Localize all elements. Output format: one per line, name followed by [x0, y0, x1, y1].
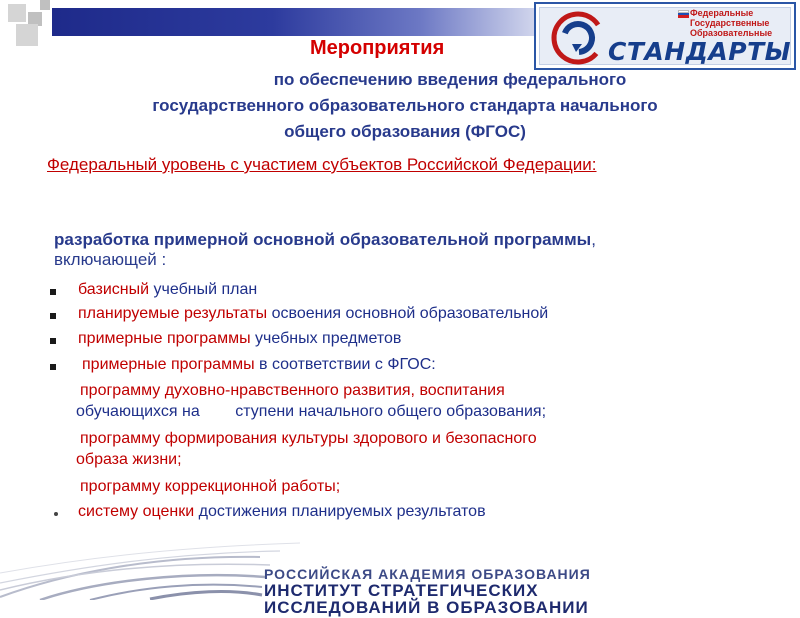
development-bold: разработка примерной основной образовательной программы: [54, 230, 592, 249]
flag-icon: [678, 10, 689, 18]
subitem-line: образа жизни;: [76, 451, 182, 468]
list-item: [78, 329, 401, 348]
subitem-line: обучающихся на ступени начального общего образования;: [76, 403, 547, 420]
page-subtitle: [60, 67, 750, 145]
page-title: Мероприятия: [310, 37, 445, 59]
item-text: достижения планируемых результатов: [194, 503, 486, 520]
item-text: учебный план: [149, 281, 258, 298]
banner-line: РОССИЙСКАЯ АКАДЕМИЯ ОБРАЗОВАНИЯ: [264, 566, 591, 582]
development-intro: [54, 230, 654, 270]
list-item: [78, 502, 486, 521]
list-item: [82, 355, 436, 374]
item-keyword: планируемые результаты: [78, 305, 268, 322]
item-keyword: примерные программы: [82, 356, 255, 373]
bullet-icon: [50, 313, 56, 319]
logo-ring-icon: [550, 8, 606, 68]
subtitle-line: общего образования (ФГОС): [284, 122, 526, 141]
subitem-line: программу коррекционной работы;: [80, 478, 341, 495]
logo-caption-line: Образовательные: [690, 28, 773, 38]
logo-wordmark: СТАНДАРТЫ: [608, 37, 792, 66]
development-rest: , включающей :: [54, 230, 596, 269]
logo-caption: [690, 8, 786, 38]
federal-level-heading: Федеральный уровень с участием субъектов Российской Федерации:: [47, 155, 597, 174]
logo-caption-line: Федеральные: [690, 8, 754, 18]
item-keyword: систему оценки: [78, 503, 195, 520]
bullet-icon: [50, 289, 56, 295]
item-keyword: базисный: [78, 281, 150, 298]
list-item: [78, 304, 548, 323]
logo-caption-line: Государственные: [690, 18, 770, 28]
fgos-logo: [534, 2, 796, 70]
banner-line: ИССЛЕДОВАНИЙ В ОБРАЗОВАНИИ: [264, 598, 589, 617]
banner-line: ИНСТИТУТ СТРАТЕГИЧЕСКИХ: [264, 581, 539, 600]
item-text: в соответствии с ФГОС:: [254, 356, 436, 373]
subitem-line: программу духовно-нравственного развития, воспитания: [80, 382, 505, 399]
bullet-dot-icon: [54, 512, 58, 516]
item-text: учебных предметов: [250, 330, 402, 347]
list-item: [78, 280, 257, 299]
subtitle-line: по обеспечению введения федерального: [273, 70, 627, 89]
header-bar: [52, 8, 542, 36]
subitem-line: программу формирования культуры здорового и безопасного: [80, 430, 537, 447]
item-text: освоения основной образовательной: [267, 305, 549, 322]
item-keyword: примерные программы: [78, 330, 251, 347]
subtitle-line: государственного образовательного стандарта начального: [152, 96, 658, 115]
bullet-icon: [50, 364, 56, 370]
bullet-icon: [50, 338, 56, 344]
